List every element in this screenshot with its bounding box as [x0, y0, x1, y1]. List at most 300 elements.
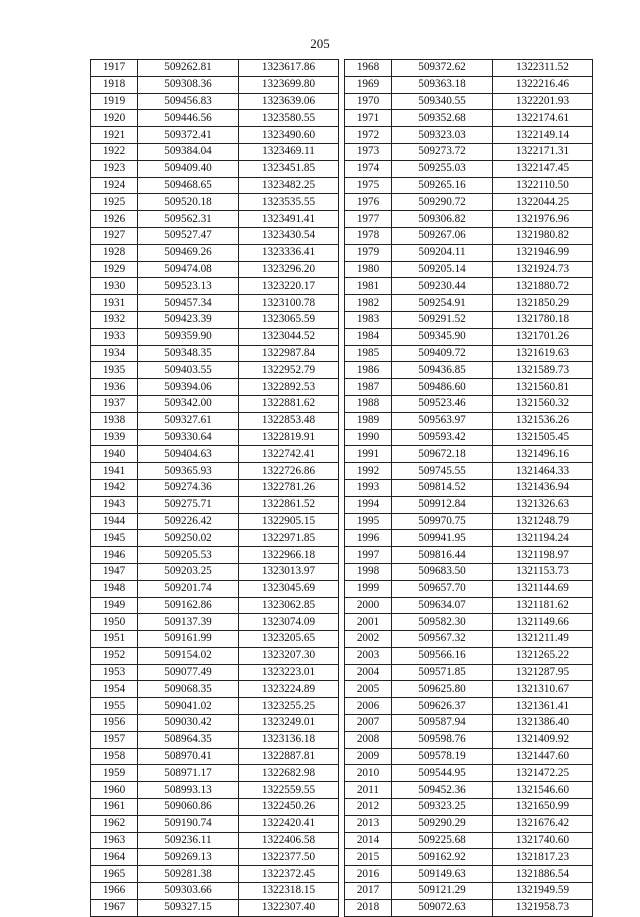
y-coordinate-cell: 1321194.24	[493, 530, 593, 547]
table-row	[91, 799, 339, 816]
x-coordinate-cell: 509269.13	[138, 849, 239, 866]
table-row	[345, 815, 593, 832]
y-coordinate-cell: 1321361.41	[493, 698, 593, 715]
table-row	[345, 782, 593, 799]
table-row	[345, 328, 593, 345]
y-coordinate-cell: 1323482.25	[239, 177, 339, 194]
table-row	[345, 832, 593, 849]
x-coordinate-cell: 509308.36	[138, 76, 239, 93]
y-coordinate-cell: 1322450.26	[239, 799, 339, 816]
y-coordinate-cell: 1323205.65	[239, 631, 339, 648]
point-number-cell: 1983	[345, 311, 392, 328]
table-row	[345, 446, 593, 463]
y-coordinate-cell: 1323469.11	[239, 143, 339, 160]
point-number-cell: 1990	[345, 429, 392, 446]
y-coordinate-cell: 1323699.80	[239, 76, 339, 93]
point-number-cell: 1937	[91, 395, 138, 412]
x-coordinate-cell: 509814.52	[392, 479, 493, 496]
x-coordinate-cell: 509340.55	[392, 93, 493, 110]
x-coordinate-cell: 509154.02	[138, 647, 239, 664]
x-coordinate-cell: 509303.66	[138, 883, 239, 900]
x-coordinate-cell: 509306.82	[392, 211, 493, 228]
point-number-cell: 1977	[345, 211, 392, 228]
table-row	[345, 211, 593, 228]
point-number-cell: 1974	[345, 160, 392, 177]
table-row	[91, 731, 339, 748]
table-row	[91, 446, 339, 463]
y-coordinate-cell: 1321676.42	[493, 815, 593, 832]
table-row	[345, 93, 593, 110]
y-coordinate-cell: 1323296.20	[239, 261, 339, 278]
table-row	[91, 883, 339, 900]
x-coordinate-cell: 509457.34	[138, 295, 239, 312]
y-coordinate-cell: 1322147.45	[493, 160, 593, 177]
x-coordinate-cell: 509290.29	[392, 815, 493, 832]
point-number-cell: 1942	[91, 479, 138, 496]
table-row	[91, 698, 339, 715]
y-coordinate-cell: 1322307.40	[239, 899, 339, 916]
point-number-cell: 1929	[91, 261, 138, 278]
y-coordinate-cell: 1323490.60	[239, 127, 339, 144]
point-number-cell: 1927	[91, 227, 138, 244]
x-coordinate-cell: 509068.35	[138, 681, 239, 698]
x-coordinate-cell: 509436.85	[392, 362, 493, 379]
point-number-cell: 1966	[91, 883, 138, 900]
table-row	[91, 547, 339, 564]
table-row	[91, 60, 339, 77]
y-coordinate-cell: 1321946.99	[493, 244, 593, 261]
point-number-cell: 1946	[91, 547, 138, 564]
y-coordinate-cell: 1323100.78	[239, 295, 339, 312]
y-coordinate-cell: 1321181.62	[493, 597, 593, 614]
x-coordinate-cell: 509323.03	[392, 127, 493, 144]
x-coordinate-cell: 509267.06	[392, 227, 493, 244]
point-number-cell: 1993	[345, 479, 392, 496]
point-number-cell: 1955	[91, 698, 138, 715]
y-coordinate-cell: 1321886.54	[493, 866, 593, 883]
point-number-cell: 1935	[91, 362, 138, 379]
point-number-cell: 1947	[91, 563, 138, 580]
x-coordinate-cell: 509452.36	[392, 782, 493, 799]
x-coordinate-cell: 509348.35	[138, 345, 239, 362]
point-number-cell: 1958	[91, 748, 138, 765]
y-coordinate-cell: 1321310.67	[493, 681, 593, 698]
point-number-cell: 1957	[91, 731, 138, 748]
y-coordinate-cell: 1323074.09	[239, 614, 339, 631]
x-coordinate-cell: 509593.42	[392, 429, 493, 446]
point-number-cell: 1994	[345, 496, 392, 513]
table-row	[91, 715, 339, 732]
point-number-cell: 2005	[345, 681, 392, 698]
y-coordinate-cell: 1322559.55	[239, 782, 339, 799]
table-row	[91, 127, 339, 144]
point-number-cell: 1980	[345, 261, 392, 278]
point-number-cell: 1954	[91, 681, 138, 698]
y-coordinate-cell: 1321850.29	[493, 295, 593, 312]
y-coordinate-cell: 1322149.14	[493, 127, 593, 144]
y-coordinate-cell: 1321496.16	[493, 446, 593, 463]
x-coordinate-cell: 509365.93	[138, 463, 239, 480]
y-coordinate-cell: 1323639.06	[239, 93, 339, 110]
y-coordinate-cell: 1323535.55	[239, 194, 339, 211]
table-row	[91, 311, 339, 328]
point-number-cell: 1964	[91, 849, 138, 866]
x-coordinate-cell: 509372.41	[138, 127, 239, 144]
y-coordinate-cell: 1321144.69	[493, 580, 593, 597]
table-row	[91, 110, 339, 127]
table-row	[91, 782, 339, 799]
y-coordinate-cell: 1322853.48	[239, 412, 339, 429]
point-number-cell: 1972	[345, 127, 392, 144]
table-row	[345, 227, 593, 244]
x-coordinate-cell: 509236.11	[138, 832, 239, 849]
point-number-cell: 1997	[345, 547, 392, 564]
point-number-cell: 1949	[91, 597, 138, 614]
x-coordinate-cell: 509816.44	[392, 547, 493, 564]
x-coordinate-cell: 509544.95	[392, 765, 493, 782]
x-coordinate-cell: 509634.07	[392, 597, 493, 614]
y-coordinate-cell: 1322174.61	[493, 110, 593, 127]
table-row	[91, 748, 339, 765]
x-coordinate-cell: 509683.50	[392, 563, 493, 580]
x-coordinate-cell: 509469.26	[138, 244, 239, 261]
point-number-cell: 1948	[91, 580, 138, 597]
point-number-cell: 1920	[91, 110, 138, 127]
x-coordinate-cell: 509274.36	[138, 479, 239, 496]
point-number-cell: 1975	[345, 177, 392, 194]
point-number-cell: 1985	[345, 345, 392, 362]
y-coordinate-cell: 1321880.72	[493, 278, 593, 295]
x-coordinate-cell: 509409.72	[392, 345, 493, 362]
y-coordinate-cell: 1323220.17	[239, 278, 339, 295]
point-number-cell: 1930	[91, 278, 138, 295]
y-coordinate-cell: 1322905.15	[239, 513, 339, 530]
x-coordinate-cell: 509745.55	[392, 463, 493, 480]
table-row	[345, 614, 593, 631]
table-row	[345, 76, 593, 93]
table-row	[345, 799, 593, 816]
x-coordinate-cell: 509281.38	[138, 866, 239, 883]
y-coordinate-cell: 1322372.45	[239, 866, 339, 883]
point-number-cell: 2008	[345, 731, 392, 748]
point-number-cell: 1981	[345, 278, 392, 295]
x-coordinate-cell: 509567.32	[392, 631, 493, 648]
x-coordinate-cell: 509657.70	[392, 580, 493, 597]
table-row	[345, 849, 593, 866]
point-number-cell: 2009	[345, 748, 392, 765]
y-coordinate-cell: 1321976.96	[493, 211, 593, 228]
table-row	[345, 311, 593, 328]
y-coordinate-cell: 1321409.92	[493, 731, 593, 748]
x-coordinate-cell: 509137.39	[138, 614, 239, 631]
x-coordinate-cell: 509563.97	[392, 412, 493, 429]
y-coordinate-cell: 1321780.18	[493, 311, 593, 328]
page-number: 205	[310, 36, 330, 51]
table-row	[91, 244, 339, 261]
x-coordinate-cell: 509912.84	[392, 496, 493, 513]
point-number-cell: 1931	[91, 295, 138, 312]
x-coordinate-cell: 509255.03	[392, 160, 493, 177]
x-coordinate-cell: 509203.25	[138, 563, 239, 580]
x-coordinate-cell: 509571.85	[392, 664, 493, 681]
table-row	[91, 429, 339, 446]
x-coordinate-cell: 508993.13	[138, 782, 239, 799]
y-coordinate-cell: 1322987.84	[239, 345, 339, 362]
x-coordinate-cell: 509523.13	[138, 278, 239, 295]
point-number-cell: 1968	[345, 60, 392, 77]
table-row	[345, 580, 593, 597]
x-coordinate-cell: 509941.95	[392, 530, 493, 547]
point-number-cell: 1998	[345, 563, 392, 580]
table-row	[345, 463, 593, 480]
x-coordinate-cell: 509582.30	[392, 614, 493, 631]
x-coordinate-cell: 509121.29	[392, 883, 493, 900]
point-number-cell: 1984	[345, 328, 392, 345]
table-row	[91, 463, 339, 480]
point-number-cell: 1996	[345, 530, 392, 547]
y-coordinate-cell: 1322201.93	[493, 93, 593, 110]
table-row	[345, 295, 593, 312]
table-row	[345, 765, 593, 782]
table-row	[91, 379, 339, 396]
point-number-cell: 2012	[345, 799, 392, 816]
x-coordinate-cell: 509578.19	[392, 748, 493, 765]
point-number-cell: 1976	[345, 194, 392, 211]
x-coordinate-cell: 509077.49	[138, 664, 239, 681]
y-coordinate-cell: 1321536.26	[493, 412, 593, 429]
y-coordinate-cell: 1321740.60	[493, 832, 593, 849]
x-coordinate-cell: 509394.06	[138, 379, 239, 396]
point-number-cell: 2002	[345, 631, 392, 648]
point-number-cell: 1928	[91, 244, 138, 261]
x-coordinate-cell: 509446.56	[138, 110, 239, 127]
y-coordinate-cell: 1321198.97	[493, 547, 593, 564]
y-coordinate-cell: 1322819.91	[239, 429, 339, 446]
y-coordinate-cell: 1322311.52	[493, 60, 593, 77]
y-coordinate-cell: 1321386.40	[493, 715, 593, 732]
point-number-cell: 1969	[345, 76, 392, 93]
point-number-cell: 1988	[345, 395, 392, 412]
table-row	[91, 93, 339, 110]
x-coordinate-cell: 509970.75	[392, 513, 493, 530]
point-number-cell: 1959	[91, 765, 138, 782]
point-number-cell: 2010	[345, 765, 392, 782]
table-row	[91, 194, 339, 211]
x-coordinate-cell: 509254.91	[392, 295, 493, 312]
table-row	[91, 681, 339, 698]
table-row	[345, 379, 593, 396]
table-row	[345, 177, 593, 194]
table-row	[91, 664, 339, 681]
point-number-cell: 1956	[91, 715, 138, 732]
x-coordinate-cell: 509327.15	[138, 899, 239, 916]
table-row	[91, 227, 339, 244]
y-coordinate-cell: 1322781.26	[239, 479, 339, 496]
y-coordinate-cell: 1322881.62	[239, 395, 339, 412]
y-coordinate-cell: 1322420.41	[239, 815, 339, 832]
point-number-cell: 1982	[345, 295, 392, 312]
table-row	[345, 597, 593, 614]
y-coordinate-cell: 1323044.52	[239, 328, 339, 345]
x-coordinate-cell: 509161.99	[138, 631, 239, 648]
y-coordinate-cell: 1323062.85	[239, 597, 339, 614]
x-coordinate-cell: 509363.18	[392, 76, 493, 93]
table-row	[345, 143, 593, 160]
y-coordinate-cell: 1323045.69	[239, 580, 339, 597]
y-coordinate-cell: 1323617.86	[239, 60, 339, 77]
y-coordinate-cell: 1323136.18	[239, 731, 339, 748]
point-number-cell: 1952	[91, 647, 138, 664]
y-coordinate-cell: 1323491.41	[239, 211, 339, 228]
point-number-cell: 1941	[91, 463, 138, 480]
table-row	[345, 547, 593, 564]
table-row	[345, 194, 593, 211]
x-coordinate-cell: 509162.92	[392, 849, 493, 866]
x-coordinate-cell: 509226.42	[138, 513, 239, 530]
table-row	[345, 530, 593, 547]
y-coordinate-cell: 1323013.97	[239, 563, 339, 580]
table-row	[345, 731, 593, 748]
table-row	[345, 883, 593, 900]
point-number-cell: 1924	[91, 177, 138, 194]
y-coordinate-cell: 1321924.73	[493, 261, 593, 278]
table-row	[91, 211, 339, 228]
table-row	[345, 345, 593, 362]
x-coordinate-cell: 509041.02	[138, 698, 239, 715]
coordinates-table-right	[344, 59, 593, 917]
table-row	[345, 513, 593, 530]
x-coordinate-cell: 509372.62	[392, 60, 493, 77]
point-number-cell: 1950	[91, 614, 138, 631]
x-coordinate-cell: 509474.08	[138, 261, 239, 278]
point-number-cell: 1934	[91, 345, 138, 362]
y-coordinate-cell: 1321949.59	[493, 883, 593, 900]
y-coordinate-cell: 1323336.41	[239, 244, 339, 261]
table-row	[345, 664, 593, 681]
x-coordinate-cell: 509520.18	[138, 194, 239, 211]
x-coordinate-cell: 509149.63	[392, 866, 493, 883]
point-number-cell: 1963	[91, 832, 138, 849]
table-row	[91, 345, 339, 362]
point-number-cell: 1932	[91, 311, 138, 328]
y-coordinate-cell: 1322971.85	[239, 530, 339, 547]
y-coordinate-cell: 1322892.53	[239, 379, 339, 396]
x-coordinate-cell: 508970.41	[138, 748, 239, 765]
x-coordinate-cell: 509290.72	[392, 194, 493, 211]
point-number-cell: 2006	[345, 698, 392, 715]
x-coordinate-cell: 509204.11	[392, 244, 493, 261]
coordinates-table-left	[90, 59, 339, 917]
table-row	[91, 177, 339, 194]
table-row	[91, 597, 339, 614]
y-coordinate-cell: 1321560.32	[493, 395, 593, 412]
point-number-cell: 1918	[91, 76, 138, 93]
table-row	[345, 429, 593, 446]
y-coordinate-cell: 1321464.33	[493, 463, 593, 480]
table-row	[345, 681, 593, 698]
y-coordinate-cell: 1323430.54	[239, 227, 339, 244]
point-number-cell: 1962	[91, 815, 138, 832]
x-coordinate-cell: 509423.39	[138, 311, 239, 328]
x-coordinate-cell: 509587.94	[392, 715, 493, 732]
y-coordinate-cell: 1323580.55	[239, 110, 339, 127]
table-row	[91, 261, 339, 278]
x-coordinate-cell: 509384.04	[138, 143, 239, 160]
x-coordinate-cell: 509562.31	[138, 211, 239, 228]
y-coordinate-cell: 1321265.22	[493, 647, 593, 664]
point-number-cell: 1943	[91, 496, 138, 513]
table-row	[345, 899, 593, 916]
point-number-cell: 2015	[345, 849, 392, 866]
y-coordinate-cell: 1321287.95	[493, 664, 593, 681]
table-row	[345, 160, 593, 177]
point-number-cell: 1979	[345, 244, 392, 261]
point-number-cell: 1951	[91, 631, 138, 648]
x-coordinate-cell: 509201.74	[138, 580, 239, 597]
table-row	[91, 530, 339, 547]
y-coordinate-cell: 1322044.25	[493, 194, 593, 211]
y-coordinate-cell: 1321560.81	[493, 379, 593, 396]
y-coordinate-cell: 1323065.59	[239, 311, 339, 328]
table-row	[91, 412, 339, 429]
x-coordinate-cell: 509230.44	[392, 278, 493, 295]
y-coordinate-cell: 1322742.41	[239, 446, 339, 463]
point-number-cell: 2007	[345, 715, 392, 732]
y-coordinate-cell: 1323207.30	[239, 647, 339, 664]
point-number-cell: 1989	[345, 412, 392, 429]
x-coordinate-cell: 509409.40	[138, 160, 239, 177]
table-row	[91, 479, 339, 496]
table-row	[91, 580, 339, 597]
point-number-cell: 1926	[91, 211, 138, 228]
x-coordinate-cell: 509072.63	[392, 899, 493, 916]
x-coordinate-cell: 509527.47	[138, 227, 239, 244]
point-number-cell: 1938	[91, 412, 138, 429]
y-coordinate-cell: 1321472.25	[493, 765, 593, 782]
point-number-cell: 1945	[91, 530, 138, 547]
table-row	[91, 866, 339, 883]
point-number-cell: 1933	[91, 328, 138, 345]
point-number-cell: 2016	[345, 866, 392, 883]
y-coordinate-cell: 1323224.89	[239, 681, 339, 698]
x-coordinate-cell: 509486.60	[392, 379, 493, 396]
table-row	[345, 631, 593, 648]
y-coordinate-cell: 1321958.73	[493, 899, 593, 916]
x-coordinate-cell: 509262.81	[138, 60, 239, 77]
point-number-cell: 2017	[345, 883, 392, 900]
table-row	[91, 815, 339, 832]
table-row	[91, 278, 339, 295]
y-coordinate-cell: 1322406.58	[239, 832, 339, 849]
point-number-cell: 1925	[91, 194, 138, 211]
table-row	[345, 60, 593, 77]
x-coordinate-cell: 509352.68	[392, 110, 493, 127]
point-number-cell: 1939	[91, 429, 138, 446]
x-coordinate-cell: 509030.42	[138, 715, 239, 732]
y-coordinate-cell: 1322377.50	[239, 849, 339, 866]
y-coordinate-cell: 1323451.85	[239, 160, 339, 177]
point-number-cell: 1965	[91, 866, 138, 883]
point-number-cell: 1978	[345, 227, 392, 244]
point-number-cell: 1961	[91, 799, 138, 816]
point-number-cell: 1992	[345, 463, 392, 480]
x-coordinate-cell: 509626.37	[392, 698, 493, 715]
y-coordinate-cell: 1323249.01	[239, 715, 339, 732]
y-coordinate-cell: 1322726.86	[239, 463, 339, 480]
point-number-cell: 1919	[91, 93, 138, 110]
x-coordinate-cell: 509060.86	[138, 799, 239, 816]
y-coordinate-cell: 1322318.15	[239, 883, 339, 900]
